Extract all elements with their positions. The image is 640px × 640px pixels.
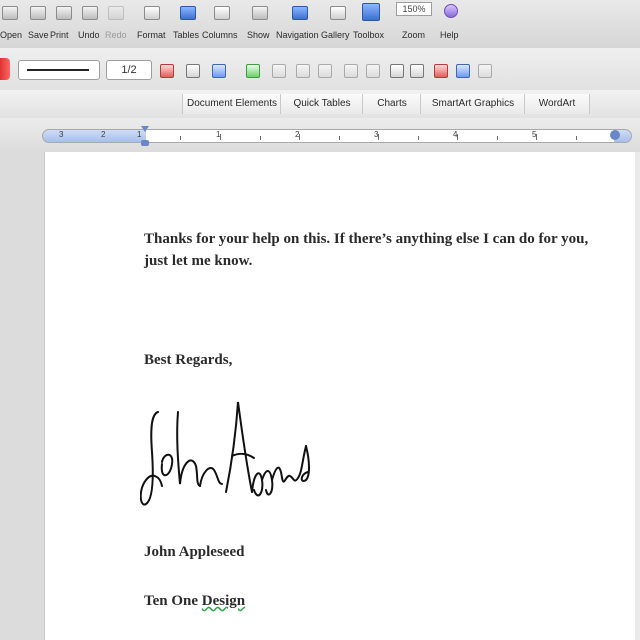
ruler-number: 1 <box>216 130 221 139</box>
print-icon[interactable] <box>56 6 72 20</box>
tab-document-elements[interactable]: Document Elements <box>182 94 282 114</box>
ruler-tick <box>339 136 340 140</box>
tables-button-label[interactable]: Tables <box>173 30 200 40</box>
properties-icon[interactable] <box>478 64 492 78</box>
gallery-button-label[interactable]: Gallery <box>321 30 350 40</box>
body-paragraph[interactable]: Thanks for your help on this. If there’s anything else I can do for you, just let me know. <box>144 231 589 269</box>
distribute-icon[interactable] <box>366 64 380 78</box>
merge-cells-icon[interactable] <box>318 64 332 78</box>
show-button-label[interactable]: Show <box>247 30 270 40</box>
tab-wordart[interactable]: WordArt <box>524 94 590 114</box>
main-toolbar <box>0 0 640 49</box>
line-color-icon[interactable] <box>160 64 174 78</box>
tab-smartart-graphics[interactable]: SmartArt Graphics <box>420 94 526 114</box>
columns-button-label[interactable]: Columns <box>202 30 238 40</box>
gallery-icon[interactable] <box>330 6 346 20</box>
ruler-number: 2 <box>101 130 106 139</box>
undo-icon[interactable] <box>82 6 98 20</box>
indent-marker-icon[interactable] <box>141 126 149 146</box>
help-icon[interactable] <box>444 4 458 18</box>
toolbox-icon[interactable] <box>362 3 380 21</box>
company-name-prefix: Ten One <box>144 593 202 609</box>
ruler[interactable] <box>0 118 640 153</box>
text-direction-icon[interactable] <box>390 64 404 78</box>
ruler-number: 3 <box>59 130 64 139</box>
table-icon[interactable] <box>246 64 260 78</box>
open-icon[interactable] <box>2 6 18 20</box>
border-icon[interactable] <box>186 64 200 78</box>
ruler-number: 3 <box>374 130 379 139</box>
navigation-icon[interactable] <box>292 6 308 20</box>
ruler-tick <box>497 136 498 140</box>
save-icon[interactable] <box>30 6 46 20</box>
ruler-tick <box>299 134 300 140</box>
right-indent-marker-icon[interactable] <box>610 130 620 140</box>
toolbox-button-label[interactable]: Toolbox <box>353 30 385 40</box>
columns-icon[interactable] <box>214 6 230 20</box>
closing-line[interactable]: Best Regards, <box>144 352 233 368</box>
redo-icon[interactable] <box>108 6 124 20</box>
ruler-tick <box>576 136 577 140</box>
undo-button-label[interactable]: Undo <box>78 30 100 40</box>
split-cells-icon[interactable] <box>344 64 358 78</box>
line-weight-dropdown[interactable]: 1/2 <box>106 60 152 80</box>
sort-icon[interactable] <box>434 64 448 78</box>
insert-column-icon[interactable] <box>296 64 310 78</box>
ruler-tick <box>378 134 379 140</box>
ruler-number: 2 <box>295 130 300 139</box>
ruler-tick <box>457 134 458 140</box>
ruler-tick <box>180 136 181 140</box>
insert-row-icon[interactable] <box>272 64 286 78</box>
format-button-label[interactable]: Format <box>137 30 166 40</box>
document-page[interactable] <box>45 152 635 640</box>
ruler-number: 5 <box>532 130 537 139</box>
tab-quick-tables[interactable]: Quick Tables <box>280 94 364 114</box>
ruler-number: 1 <box>137 130 142 139</box>
align-icon[interactable] <box>410 64 424 78</box>
redo-button-label[interactable]: Redo <box>105 30 127 40</box>
pencil-icon <box>0 58 10 80</box>
tab-charts[interactable]: Charts <box>362 94 422 114</box>
ruler-tick <box>418 136 419 140</box>
line-style-dropdown[interactable] <box>18 60 100 80</box>
spellcheck-flagged-word[interactable]: Design <box>201 593 246 609</box>
zoom-label[interactable]: Zoom <box>402 30 426 40</box>
ruler-tick <box>220 134 221 140</box>
ruler-tick <box>260 136 261 140</box>
signer-name[interactable]: John Appleseed <box>144 544 245 560</box>
show-icon[interactable] <box>252 6 268 20</box>
save-button-label[interactable]: Save <box>28 30 49 40</box>
print-button-label[interactable]: Print <box>50 30 69 40</box>
tables-icon[interactable] <box>180 6 196 20</box>
zoom-field[interactable]: 150% <box>396 2 432 16</box>
ruler-number: 4 <box>453 130 458 139</box>
ruler-tick <box>536 134 537 140</box>
sum-icon[interactable] <box>456 64 470 78</box>
help-button-label[interactable]: Help <box>440 30 459 40</box>
open-button-label[interactable]: Open <box>0 30 23 40</box>
navigation-button-label[interactable]: Navigation <box>276 30 319 40</box>
format-icon[interactable] <box>144 6 160 20</box>
handwritten-signature <box>140 392 320 522</box>
company-name[interactable] <box>144 593 245 610</box>
signature-lettering: John Appleseed <box>140 392 148 393</box>
left-gutter <box>0 152 45 640</box>
fill-color-icon[interactable] <box>212 64 226 78</box>
